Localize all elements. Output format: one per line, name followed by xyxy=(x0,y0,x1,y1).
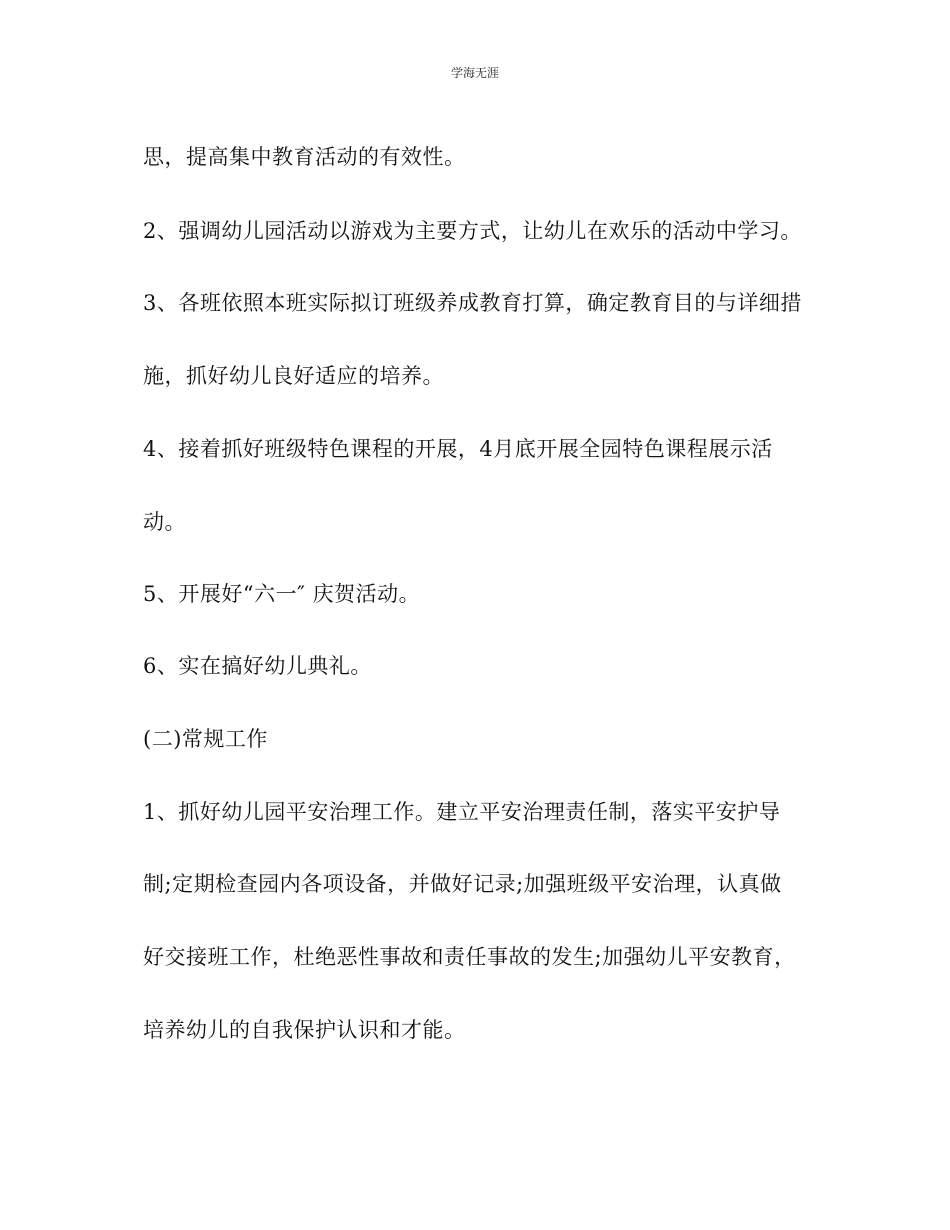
text-line-7: 5、开展好“六一″ 庆贺活动。 xyxy=(143,582,421,606)
page-header: 学海无涯 xyxy=(450,66,499,80)
text-line-4: 施，抓好幼儿良好适应的培养。 xyxy=(143,364,444,388)
text-line-8: 6、实在搞好幼儿典礼。 xyxy=(143,654,372,678)
text-line-1: 思，提高集中教育活动的有效性。 xyxy=(143,145,466,169)
text-line-12: 好交接班工作，杜绝恶性事故和责任事故的发生;加强幼儿平安教育， xyxy=(143,945,796,969)
section-heading: (二)常规工作 xyxy=(143,727,268,751)
text-line-5: 4、接着抓好班级特色课程的开展，4月底开展全园特色课程展示活 xyxy=(143,437,773,461)
text-line-6: 动。 xyxy=(143,510,186,534)
text-line-10: 1、抓好幼儿园平安治理工作。建立平安治理责任制，落实平安护导 xyxy=(143,800,781,824)
text-line-11: 制;定期检查园内各项设备，并做好记录;加强班级平安治理，认真做 xyxy=(143,872,782,896)
text-line-13: 培养幼儿的自我保护认识和才能。 xyxy=(143,1018,466,1042)
text-line-3: 3、各班依照本班实际拟订班级养成教育打算，确定教育目的与详细措 xyxy=(143,291,802,315)
text-line-2: 2、强调幼儿园活动以游戏为主要方式，让幼儿在欢乐的活动中学习。 xyxy=(143,219,802,243)
